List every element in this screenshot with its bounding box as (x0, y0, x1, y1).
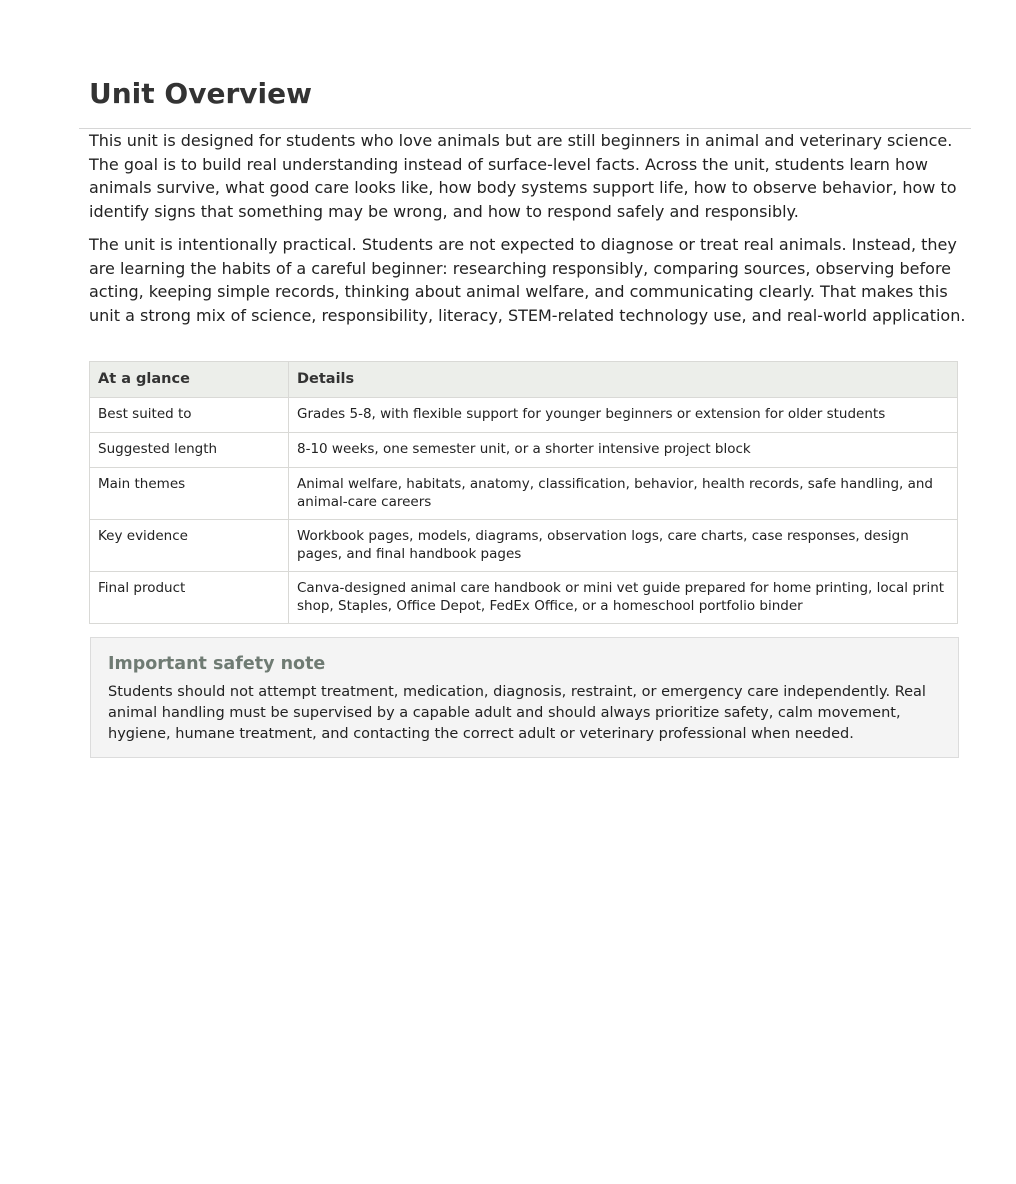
intro-paragraph: This unit is designed for students who love animals but are still beginners in animal and veterinary science. The goal is to build real understanding instead of surface-level facts. Across the unit, students learn how animals survive, what good care looks like, how body systems support life, how to observe behavior, how to identify signs that something may be wrong, and how to respond safely and responsibly. (89, 131, 957, 221)
table-row (90, 468, 958, 520)
row-label: Key evidence (90, 520, 289, 572)
page-title: Unit Overview (89, 77, 312, 110)
table-header-details: Details (289, 362, 958, 398)
practical-paragraph: The unit is intentionally practical. Students are not expected to diagnose or treat real animals. Instead, they are learning the habits of a careful beginner: researching responsibly, comparing sources, observing before acting, keeping simple records, thinking about animal welfare, and communicating clearly. That makes this unit a strong mix of science, responsibility, literacy, STEM-related technology use, and real-world application. (89, 235, 966, 325)
table-row (90, 433, 958, 468)
row-label: Final product (90, 572, 289, 624)
row-label: Main themes (90, 468, 289, 520)
row-details: Workbook pages, models, diagrams, observation logs, care charts, case responses, design pages, and final handbook pages (289, 520, 958, 572)
safety-note-title: Important safety note (108, 654, 326, 674)
row-label: Best suited to (90, 398, 289, 433)
table-header-at-a-glance: At a glance (90, 362, 289, 398)
row-details: Canva-designed animal care handbook or mini vet guide prepared for home printing, local print shop, Staples, Office Depot, FedEx Office, or a homeschool portfolio binder (289, 572, 958, 624)
row-details: Grades 5-8, with flexible support for younger beginners or extension for older students (289, 398, 958, 433)
table-row (90, 398, 958, 433)
row-details: 8-10 weeks, one semester unit, or a shorter intensive project block (289, 433, 958, 468)
table-header-row (90, 362, 958, 398)
safety-note-body: Students should not attempt treatment, medication, diagnosis, restraint, or emergency care independently. Real animal handling must be supervised by a capable adult and should always prioritize safety, calm movement, hygiene, humane treatment, and contacting the correct adult or veterinary professional when needed. (108, 684, 926, 742)
table-row (90, 572, 958, 624)
row-details: Animal welfare, habitats, anatomy, classification, behavior, health records, safe handling, and animal-care careers (289, 468, 958, 520)
row-label: Suggested length (90, 433, 289, 468)
safety-note-box (90, 637, 959, 758)
table-row (90, 520, 958, 572)
at-a-glance-table (89, 361, 958, 624)
